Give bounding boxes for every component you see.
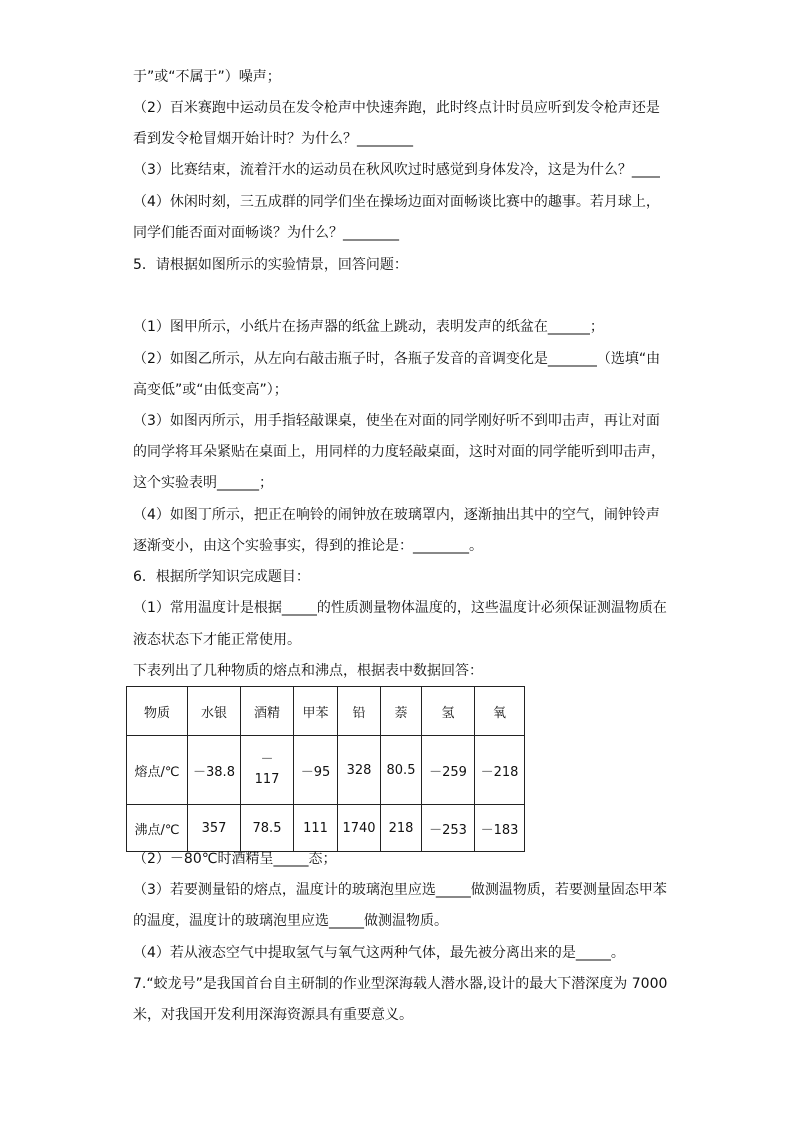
text-line: （4）休闲时刻，三五成群的同学们坐在操场边面对面畅谈比赛中的趣事。若月球上， xyxy=(133,194,660,210)
table-cell: 酒精 xyxy=(241,687,294,736)
text-line: 的温度，温度计的玻璃泡里应选_____做测温物质。 xyxy=(133,913,448,929)
table-cell: 水银 xyxy=(188,687,241,736)
table-row-label: 沸点/℃ xyxy=(127,805,188,852)
text-line: 高变低”或“由低变高”）； xyxy=(133,382,288,398)
table-cell xyxy=(241,736,294,805)
text-line: 这个实验表明______； xyxy=(133,475,273,491)
table-row-boiling xyxy=(127,805,525,852)
text-line: （2）如图乙所示，从左向右敲击瓶子时，各瓶子发音的音调变化是_______（选填“由 xyxy=(133,351,661,367)
table-cell: 80.5 xyxy=(381,736,422,805)
table-cell: －218 xyxy=(475,736,525,805)
table-row-melting xyxy=(127,736,525,805)
text-line: （2）百米赛跑中运动员在发令枪声中快速奔跑，此时终点计时员应听到发令枪声还是 xyxy=(133,100,660,116)
text-line: 于”或“不属于”）噪声； xyxy=(133,69,281,85)
table-cell: －183 xyxy=(475,805,525,852)
cell-line: － xyxy=(260,752,274,767)
text-line: 同学们能否面对面畅谈？为什么？________ xyxy=(133,225,399,241)
table-cell: －38.8 xyxy=(188,736,241,805)
text-line: （3）若要测量铅的熔点，温度计的玻璃泡里应选_____做测温物质，若要测量固态甲苯 xyxy=(133,882,667,898)
table-cell: 物质 xyxy=(127,687,188,736)
table-cell: 1740 xyxy=(338,805,381,852)
table-cell: 111 xyxy=(294,805,338,852)
table-cell: 氢 xyxy=(422,687,475,736)
table-cell: 甲苯 xyxy=(294,687,338,736)
question-5-heading: 5．请根据如图所示的实验情景，回答问题： xyxy=(133,257,408,273)
table-cell: 357 xyxy=(188,805,241,852)
question-6-heading: 6．根据所学知识完成题目： xyxy=(133,569,310,585)
table-row-label: 熔点/℃ xyxy=(127,736,188,805)
table-cell: －95 xyxy=(294,736,338,805)
melting-boiling-table xyxy=(126,686,525,852)
text-line: （1）常用温度计是根据_____的性质测量物体温度的，这些温度计必须保证测温物质在 xyxy=(133,600,667,616)
text-line: （1）图甲所示，小纸片在扬声器的纸盆上跳动，表明发声的纸盆在______； xyxy=(133,319,604,335)
text-line: 逐渐变小，由这个实验事实，得到的推论是：________。 xyxy=(133,538,483,554)
text-line: 液态状态下才能正常使用。 xyxy=(133,632,301,648)
table-cell: －253 xyxy=(422,805,475,852)
cell-line: 117 xyxy=(254,772,280,787)
table-cell: 萘 xyxy=(381,687,422,736)
text-line: 米，对我国开发利用深海资源具有重要意义。 xyxy=(133,1007,413,1023)
table-header-row xyxy=(127,687,525,736)
text-line: （3）如图丙所示，用手指轻敲课桌，使坐在对面的同学刚好听不到叩击声，再让对面 xyxy=(133,413,660,429)
text-line: 下表列出了几种物质的熔点和沸点，根据表中数据回答： xyxy=(133,663,483,679)
table-cell: 铅 xyxy=(338,687,381,736)
table-cell: 218 xyxy=(381,805,422,852)
text-line: （2）－80℃时酒精呈_____态； xyxy=(133,851,337,867)
table-cell: 氧 xyxy=(475,687,525,736)
table-cell: －259 xyxy=(422,736,475,805)
question-7-heading: 7.“蛟龙号”是我国首台自主研制的作业型深海载人潜水器,设计的最大下潜深度为 7000 xyxy=(133,976,668,992)
text-line: 的同学将耳朵紧贴在桌面上，用同样的力度轻敲桌面，这时对面的同学能听到叩击声， xyxy=(133,444,665,460)
text-line: （3）比赛结束，流着汗水的运动员在秋风吹过时感觉到身体发冷，这是为什么？____ xyxy=(133,162,660,178)
table-cell: 78.5 xyxy=(241,805,294,852)
text-line: （4）如图丁所示，把正在响铃的闹钟放在玻璃罩内，逐渐抽出其中的空气，闹钟铃声 xyxy=(133,507,660,523)
text-line: 看到发令枪冒烟开始计时？为什么？________ xyxy=(133,131,413,147)
text-line: （4）若从液态空气中提取氢气与氧气这两种气体，最先被分离出来的是_____。 xyxy=(133,945,625,961)
table-cell: 328 xyxy=(338,736,381,805)
